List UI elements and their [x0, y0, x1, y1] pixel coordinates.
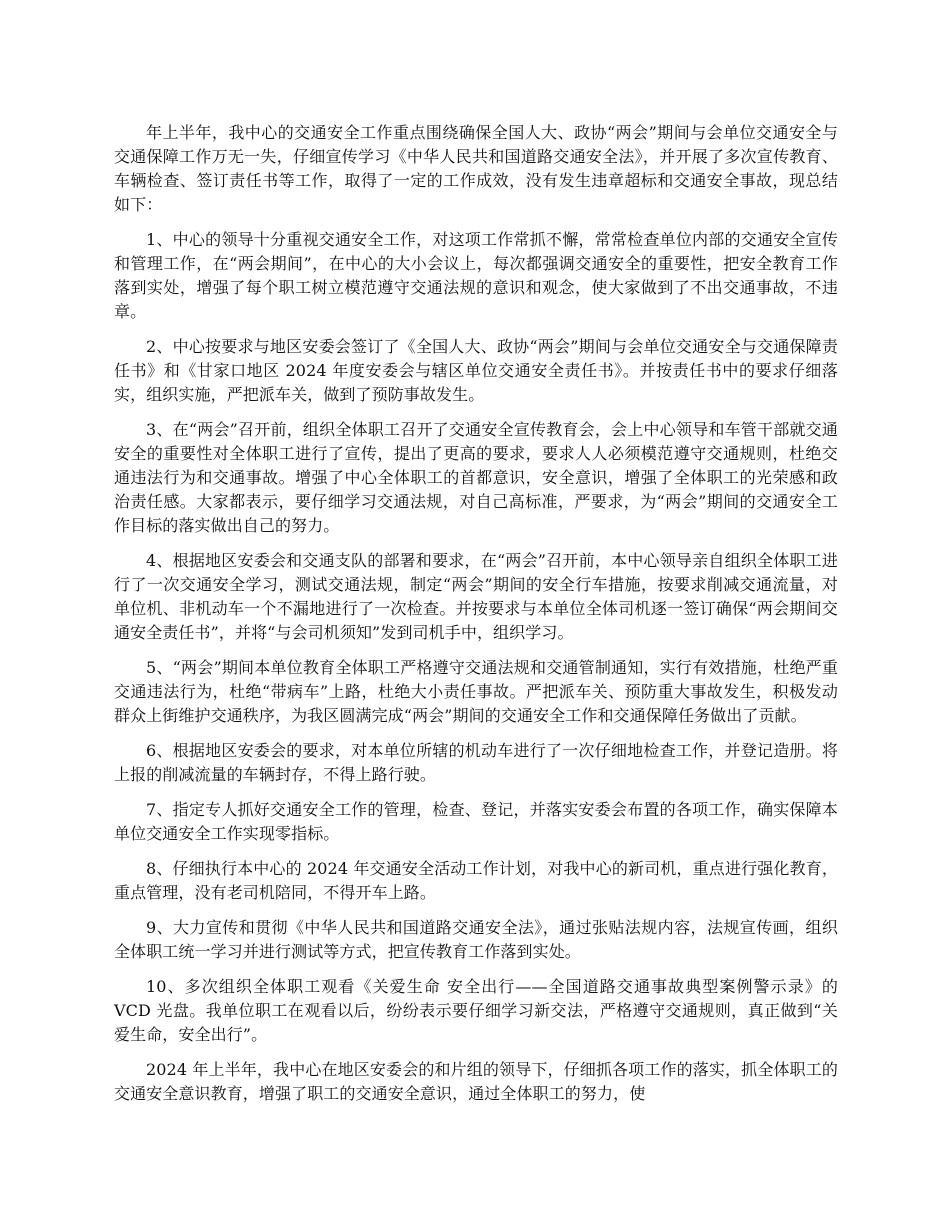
- summary-paragraph: 2024 年上半年，我中心在地区安委会的和片组的领导下，仔细抓各项工作的落实，抓全体职工的交通安全意识教育，增强了职工的交通安全意识，通过全体职工的努力，使: [114, 1060, 838, 1103]
- item-2-paragraph: 2、中心按要求与地区安委会签订了《全国人大、政协“两会”期间与会单位交通安全与交通保障责任书》和《甘家口地区 2024 年度安委会与辖区单位交通安全责任书》。并按责任书中的要求仔细落实，组织实施，严把派车关，做到了预防事故发生。: [114, 337, 838, 404]
- document-page: [114, 121, 838, 1117]
- intro-paragraph: 年上半年，我中心的交通安全工作重点围绕确保全国人大、政协“两会”期间与会单位交通安全与交通保障工作万无一失，仔细宣传学习《中华人民共和国道路交通安全法》，并开展了多次宣传教育、车辆检查、签订责任书等工作，取得了一定的工作成效，没有发生违章超标和交通安全事故，现总结如下：: [114, 123, 838, 214]
- item-3-paragraph: 3、在“两会”召开前，组织全体职工召开了交通安全宣传教育会，会上中心领导和车管干部就交通安全的重要性对全体职工进行了宣传，提出了更高的要求，要求人人必须模范遵守交通规则，杜绝交通违法行为和交通事故。增强了中心全体职工的首都意识，安全意识，增强了全体职工的光荣感和政治责任感。大家都表示，要仔细学习交通法规，对自己高标准，严要求，为“两会”期间的交通安全工作目标的落实做出自己的努力。: [114, 420, 838, 535]
- item-10-paragraph: 10、多次组织全体职工观看《关爱生命 安全出行——全国道路交通事故典型案例警示录》的 VCD 光盘。我单位职工在观看以后，纷纷表示要仔细学习新交法，严格遵守交通规则，真正做到“关爱生命，安全出行”。: [114, 977, 838, 1044]
- item-1-paragraph: 1、中心的领导十分重视交通安全工作，对这项工作常抓不懈，常常检查单位内部的交通安全宣传和管理工作，在“两会期间”，在中心的大小会议上，每次都强调交通安全的重要性，把安全教育工作落到实处，增强了每个职工树立模范遵守交通法规的意识和观念，使大家做到了不出交通事故，不违章。: [114, 230, 838, 321]
- item-4-paragraph: 4、根据地区安委会和交通支队的部署和要求，在“两会”召开前，本中心领导亲自组织全体职工进行了一次交通安全学习，测试交通法规，制定“两会”期间的安全行车措施，按要求削减交通流量，对单位机、非机动车一个不漏地进行了一次检查。并按要求与本单位全体司机逐一签订确保“两会期间交通安全责任书”，并将“与会司机须知”发到司机手中，组织学习。: [114, 551, 838, 642]
- item-7-paragraph: 7、指定专人抓好交通安全工作的管理，检查、登记，并落实安委会布置的各项工作，确实保障本单位交通安全工作实现零指标。: [114, 800, 838, 843]
- item-8-paragraph: 8、仔细执行本中心的 2024 年交通安全活动工作计划，对我中心的新司机，重点进行强化教育，重点管理，没有老司机陪同，不得开车上路。: [114, 859, 838, 902]
- item-9-paragraph: 9、大力宣传和贯彻《中华人民共和国道路交通安全法》，通过张贴法规内容，法规宣传画，组织全体职工统一学习并进行测试等方式，把宣传教育工作落到实处。: [114, 918, 838, 961]
- item-5-paragraph: 5、“两会”期间本单位教育全体职工严格遵守交通法规和交通管制通知，实行有效措施，杜绝严重交通违法行为，杜绝“带病车”上路，杜绝大小责任事故。严把派车关、预防重大事故发生，积极发动群众上街维护交通秩序，为我区圆满完成“两会”期间的交通安全工作和交通保障任务做出了贡献。: [114, 658, 838, 725]
- item-6-paragraph: 6、根据地区安委会的要求，对本单位所辖的机动车进行了一次仔细地检查工作，并登记造册。将上报的削减流量的车辆封存，不得上路行驶。: [114, 741, 838, 784]
